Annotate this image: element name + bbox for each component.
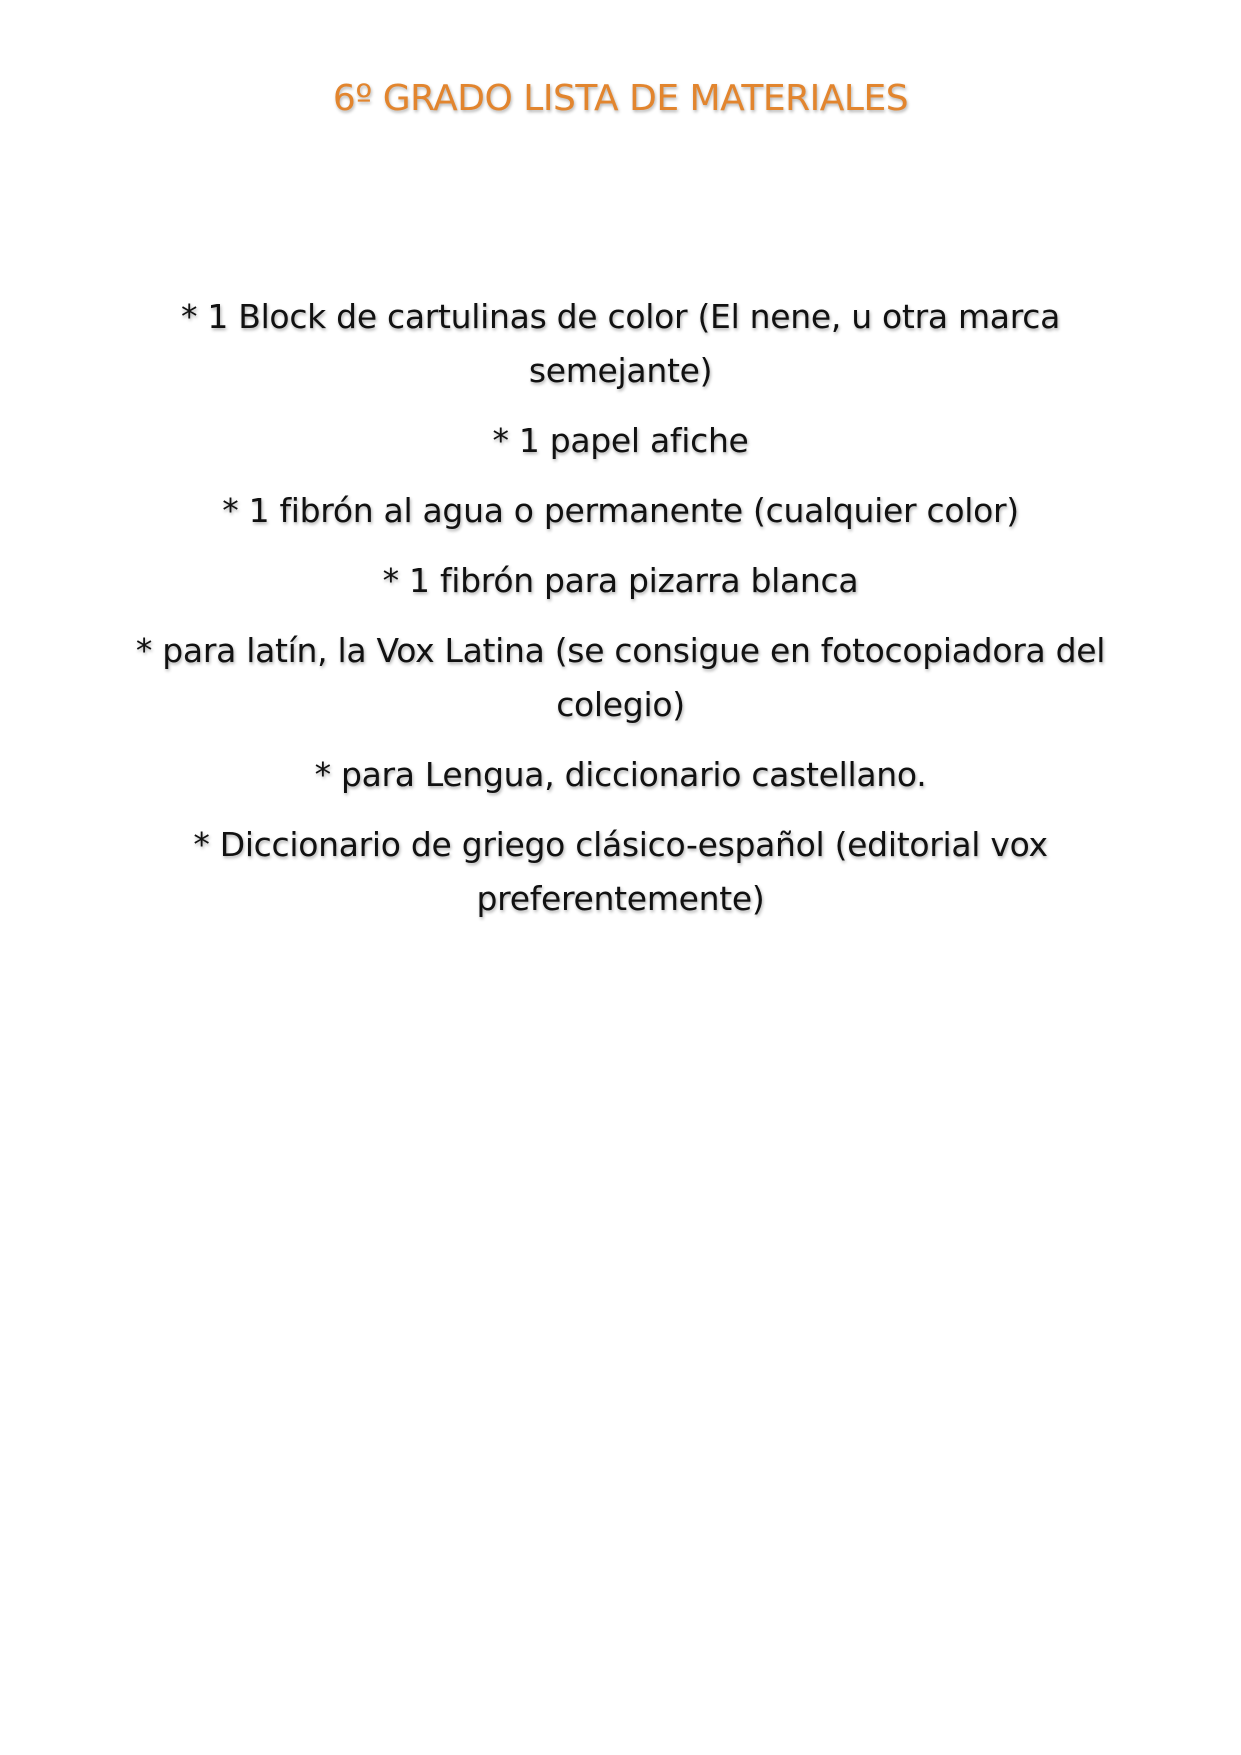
list-item: * Diccionario de griego clásico-español (editorial vox preferentemente) [193, 825, 1048, 918]
list-item: * para Lengua, diccionario castellano. [314, 755, 927, 794]
materials-list [95, 290, 1146, 942]
list-item: * 1 fibrón al agua o permanente (cualquier color) [222, 491, 1019, 530]
list-item: * 1 papel afiche [492, 421, 749, 460]
document-title: 6º GRADO LISTA DE MATERIALES [332, 78, 909, 119]
list-item: * para latín, la Vox Latina (se consigue en fotocopiadora del colegio) [135, 631, 1106, 724]
list-item: * 1 fibrón para pizarra blanca [382, 561, 859, 600]
list-item: * 1 Block de cartulinas de color (El nene, u otra marca semejante) [180, 297, 1061, 390]
